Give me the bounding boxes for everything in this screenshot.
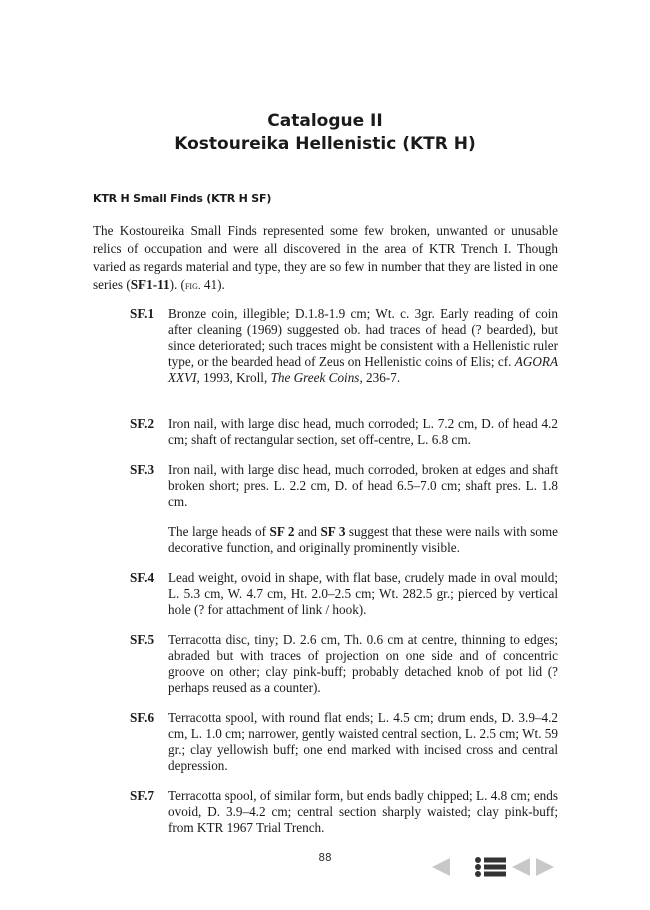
entry-label: SF.5 <box>130 632 155 647</box>
previous-page-icon <box>510 856 532 878</box>
title-line-1: Catalogue II <box>267 111 383 131</box>
entry-label: SF.7 <box>130 788 155 803</box>
page-title <box>0 110 650 156</box>
page-number: 88 <box>318 852 332 864</box>
back-icon <box>430 856 452 878</box>
figure-label: fig. <box>184 280 201 292</box>
catalogue-entry-sf2 <box>130 416 558 448</box>
entry-label: SF.6 <box>130 710 155 725</box>
entry-text: Lead weight, ovoid in shape, with flat base, crudely made in oval mould; L. 5.3 cm, W. 4.7 cm, Ht. 2.0–2.5 cm; Wt. 282.5 gr.; pierced by vertical hole (? for attachment of link / hook). <box>168 570 558 617</box>
catalogue-entry-sf1 <box>130 306 558 386</box>
entry-text: Iron nail, with large disc head, much corroded, broken at edges and shaft broken short; pres. L. 2.2 cm, D. of head 6.5–7.0 cm; shaft pres. L. 1.8 cm. <box>168 462 558 509</box>
section-heading: KTR H Small Finds (KTR H SF) <box>93 192 272 205</box>
catalogue-entry-sf4 <box>130 570 558 618</box>
entry-label: SF.2 <box>130 416 155 431</box>
entry-text: Terracotta disc, tiny; D. 2.6 cm, Th. 0.6 cm at centre, thinning to edges; abraded but with traces of projection on one side and of concentric groove on other; clay pink-buff; probably detached knob of pot lid (? perhaps reused as a counter). <box>168 632 558 695</box>
menu-list-icon <box>474 856 508 878</box>
title-line-2: Kostoureika Hellenistic (KTR H) <box>174 134 476 154</box>
entry-text: Iron nail, with large disc head, much corroded; L. 7.2 cm, D. of head 4.2 cm; shaft of rectangular section, set off-centre, L. 6.8 cm. <box>168 416 558 447</box>
catalogue-entry-sf5 <box>130 632 558 696</box>
nails-note: The large heads of SF 2 and SF 3 suggest that these were nails with some decorative function, and originally prominently visible. <box>168 524 558 555</box>
catalogue-entry-sf6 <box>130 710 558 774</box>
catalogue-entry-sf3 <box>130 462 558 510</box>
entry-text: Bronze coin, illegible; D.1.8-1.9 cm; Wt. c. 3gr. Early reading of coin after cleaning (1969) suggested ob. had traces of head (? bearded), but since deteriorated; such traces might be consistent with a Hellenistic ruler type, or the bearded head of Zeus on Hellenistic coins of Elis; cf. AGORA XXVI, 1993, Kroll, The Greek Coins, 236-7. <box>168 306 558 385</box>
previous-page-button[interactable] <box>510 856 532 878</box>
intro-paragraph: The Kostoureika Small Finds represented some few broken, unwanted or unusable relics of occupation and were all discovered in the area of KTR Trench I. Though varied as regards material and type, they are so few in number that they are listed in one series (SF1-11). (fig. 41). <box>93 223 558 292</box>
menu-button[interactable] <box>474 856 508 878</box>
back-button[interactable] <box>430 856 452 878</box>
next-page-button[interactable] <box>534 856 556 878</box>
entry-label: SF.4 <box>130 570 155 585</box>
catalogue-entry-sf7 <box>130 788 558 836</box>
entry-text: Terracotta spool, with round flat ends; L. 4.5 cm; drum ends, D. 3.9–4.2 cm, L. 1.0 cm; narrower, gently waisted central section, L. 2.5 cm; Wt. 59 gr.; clay yellowish buff; one end marked with incised cross and central depression. <box>168 710 558 773</box>
series-reference: SF1-11 <box>130 277 170 292</box>
entry-label: SF.1 <box>130 306 155 321</box>
next-page-icon <box>534 856 556 878</box>
entry-label: SF.3 <box>130 462 155 477</box>
entry-text: Terracotta spool, of similar form, but ends badly chipped; L. 4.8 cm; ends ovoid, D. 3.9–4.2 cm; central section sharply waisted; clay pink-buff; from KTR 1967 Trial Trench. <box>168 788 558 835</box>
